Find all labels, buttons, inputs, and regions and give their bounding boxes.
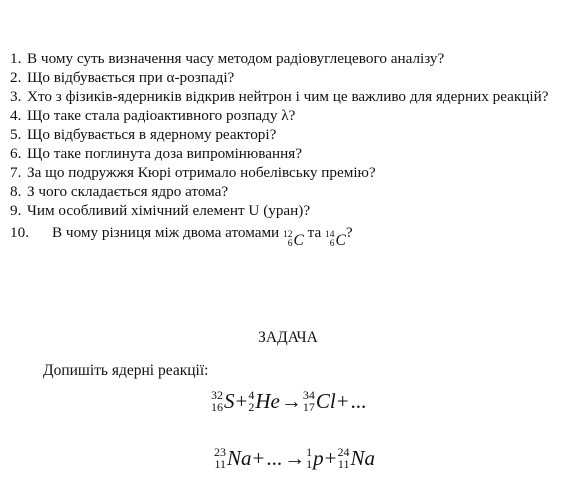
mass-number: 32 bbox=[211, 388, 223, 402]
question-text: Що таке стала радіоактивного розпаду λ? bbox=[27, 107, 296, 124]
task-prompt: Допишіть ядерні реакції: bbox=[43, 362, 209, 379]
question-item bbox=[10, 144, 570, 163]
mass-number: 23 bbox=[214, 445, 226, 459]
element-symbol: C bbox=[335, 232, 346, 249]
question-list bbox=[10, 49, 570, 249]
question-item bbox=[10, 163, 570, 182]
question-item bbox=[10, 68, 570, 87]
question-text: З чого складається ядро атома? bbox=[27, 183, 229, 200]
question-number: 7. bbox=[10, 164, 22, 181]
mass-number: 12 bbox=[283, 230, 293, 240]
question-text: За що подружжя Кюрі отримало нобелівську премію? bbox=[27, 164, 376, 181]
question-text: Чим особливий хімічний елемент U (уран)? bbox=[27, 202, 311, 219]
isotope-carbon-12 bbox=[283, 231, 304, 249]
question-text: Хто з фізиків-ядерників відкрив нейтрон і чим це важливо для ядерних реакцій? bbox=[27, 88, 549, 105]
mass-number: 34 bbox=[302, 388, 315, 402]
plus-sign: + bbox=[324, 446, 337, 470]
plus-sign: + bbox=[252, 446, 265, 470]
question-number: 1. bbox=[10, 50, 22, 67]
connector-word: та bbox=[307, 224, 322, 241]
question-number: 8. bbox=[10, 183, 22, 200]
nuclide-sodium-23 bbox=[214, 446, 252, 470]
nuclear-reaction-2 bbox=[214, 446, 375, 470]
question-item bbox=[10, 49, 570, 68]
atomic-number: 6 bbox=[287, 239, 293, 249]
isotope-carbon-14 bbox=[325, 231, 346, 249]
question-text: Що відбувається при α-розпаді? bbox=[27, 69, 235, 86]
question-mark: ? bbox=[345, 224, 353, 241]
question-item bbox=[10, 125, 570, 144]
reaction-arrow: → bbox=[280, 389, 302, 413]
plus-sign: + bbox=[235, 389, 248, 413]
atomic-number: 1 bbox=[306, 457, 313, 471]
question-number: 9. bbox=[10, 202, 22, 219]
nuclide-proton bbox=[306, 446, 324, 470]
question-number: 5. bbox=[10, 126, 22, 143]
question-number: 10. bbox=[10, 224, 29, 241]
mass-number: 14 bbox=[325, 230, 335, 240]
atomic-number: 17 bbox=[302, 400, 315, 414]
reaction-arrow: → bbox=[284, 446, 306, 470]
mass-number: 24 bbox=[337, 445, 350, 459]
task-title: ЗАДАЧА bbox=[258, 329, 318, 346]
nuclide-chlorine-34 bbox=[303, 389, 336, 413]
mass-number: 4 bbox=[248, 388, 255, 402]
nuclear-reaction-1 bbox=[211, 389, 367, 413]
atomic-number: 11 bbox=[214, 457, 226, 471]
unknown-product: ... bbox=[350, 389, 367, 413]
question-item bbox=[10, 87, 570, 106]
element-symbol: Cl bbox=[315, 389, 336, 413]
element-symbol: C bbox=[293, 232, 304, 249]
question-item bbox=[10, 201, 570, 220]
atomic-number: 16 bbox=[211, 400, 223, 414]
atomic-number: 2 bbox=[248, 400, 255, 414]
question-item bbox=[10, 182, 570, 201]
atomic-number: 11 bbox=[337, 457, 350, 471]
element-symbol: He bbox=[255, 389, 280, 413]
element-symbol: p bbox=[313, 446, 324, 470]
question-number: 2. bbox=[10, 69, 22, 86]
question-text: Що відбувається в ядерному реакторі? bbox=[27, 126, 277, 143]
unknown-reactant: ... bbox=[266, 446, 283, 470]
question-number: 4. bbox=[10, 107, 22, 124]
plus-sign: + bbox=[336, 389, 349, 413]
nuclide-helium-4 bbox=[248, 389, 280, 413]
nuclide-sodium-24 bbox=[337, 446, 375, 470]
question-text: В чому суть визначення часу методом радіовуглецевого аналізу? bbox=[27, 50, 445, 67]
nuclide-sulfur-32 bbox=[211, 389, 235, 413]
element-symbol: Na bbox=[350, 446, 375, 470]
element-symbol: Na bbox=[227, 446, 252, 470]
atomic-number: 6 bbox=[329, 239, 335, 249]
question-number: 3. bbox=[10, 88, 22, 105]
question-item bbox=[10, 106, 570, 125]
question-text: В чому різниця між двома атомами bbox=[52, 224, 280, 241]
mass-number: 1 bbox=[306, 445, 313, 459]
question-number: 6. bbox=[10, 145, 22, 162]
question-text: Що таке поглинута доза випромінювання? bbox=[27, 145, 302, 162]
question-item-10 bbox=[10, 223, 570, 249]
element-symbol: S bbox=[224, 389, 235, 413]
